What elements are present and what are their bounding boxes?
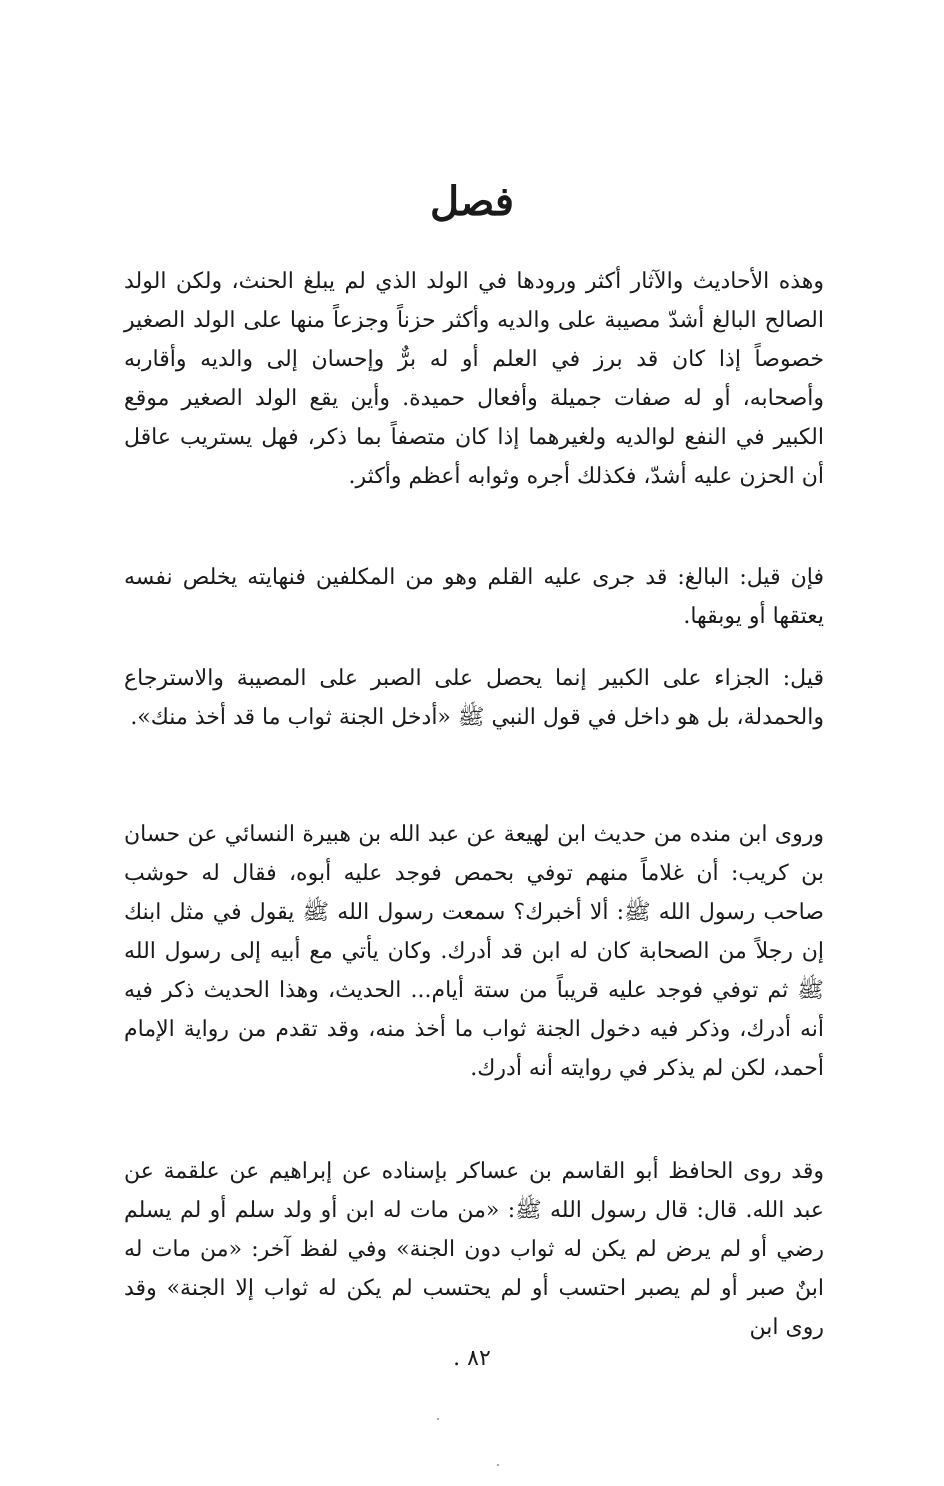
scan-speck: [497, 1464, 499, 1466]
page-number: ٨٢ .: [453, 1346, 491, 1371]
scan-speck: [437, 1418, 439, 1420]
paragraph-2: فإن قيل: البالغ: قد جرى عليه القلم وهو من المكلفين فنهايته يخلص نفسه يعتقها أو يوبقها.: [124, 565, 824, 629]
section-title: فصل: [429, 178, 515, 225]
paragraph-3: قيل: الجزاء على الكبير إنما يحصل على الصبر على المصيبة والاسترجاع والحمدلة، بل هو داخل في قول النبي ﷺ «أدخل الجنة ثواب ما قد أخذ منك».: [124, 666, 824, 730]
paragraph-1: وهذه الأحاديث والآثار أكثر ورودها في الولد الذي لم يبلغ الحنث، ولكن الولد الصالح البالغ أشدّ مصيبة على والديه وأكثر حزناً وجزعاً منها على الولد الصغير خصوصاً إذا كان قد برز في العلم أو له برٌّ وإحسان إلى والديه وأقاربه وأصحابه، أو له صفات جميلة وأفعال حميدة. وأين يقع الولد الصغير موقع الكبير في النفع لوالديه ولغيرهما إذا كان متصفاً بما ذكر، فهل يستريب عاقل أن الحزن عليه أشدّ، فكذلك أجره وثوابه أعظم وأكثر.: [124, 269, 824, 489]
paragraph-5: وقد روى الحافظ أبو القاسم بن عساكر بإسناده عن إبراهيم عن علقمة عن عبد الله. قال: قال رسول الله ﷺ: «من مات له ابن أو ولد سلم أو لم يسلم رضي أو لم يرض لم يكن له ثواب دون الجنة» وفي لفظ آخر: «من مات له ابنٌ صبر أو لم يصبر احتسب أو لم يحتسب لم يكن له ثواب إلا الجنة» وقد روى ابن: [124, 1159, 824, 1340]
paragraph-4: وروى ابن منده من حديث ابن لهيعة عن عبد الله بن هبيرة النسائي عن حسان بن كريب: أن غلاماً منهم توفي بحمص فوجد عليه أبوه، فقال له حوشب صاحب رسول الله ﷺ: ألا أخبرك؟ سمعت رسول الله ﷺ يقول في مثل ابنك إن رجلاً من الصحابة كان له ابن قد أدرك. وكان يأتي مع أبيه إلى رسول الله ﷺ ثم توفي فوجد عليه قريباً من ستة أيام... الحديث، وهذا الحديث ذكر فيه أنه أدرك، وذكر فيه دخول الجنة ثواب ما أخذ منه، وقد تقدم من رواية الإمام أحمد، لكن لم يذكر في روايته أنه أدرك.: [124, 822, 824, 1081]
